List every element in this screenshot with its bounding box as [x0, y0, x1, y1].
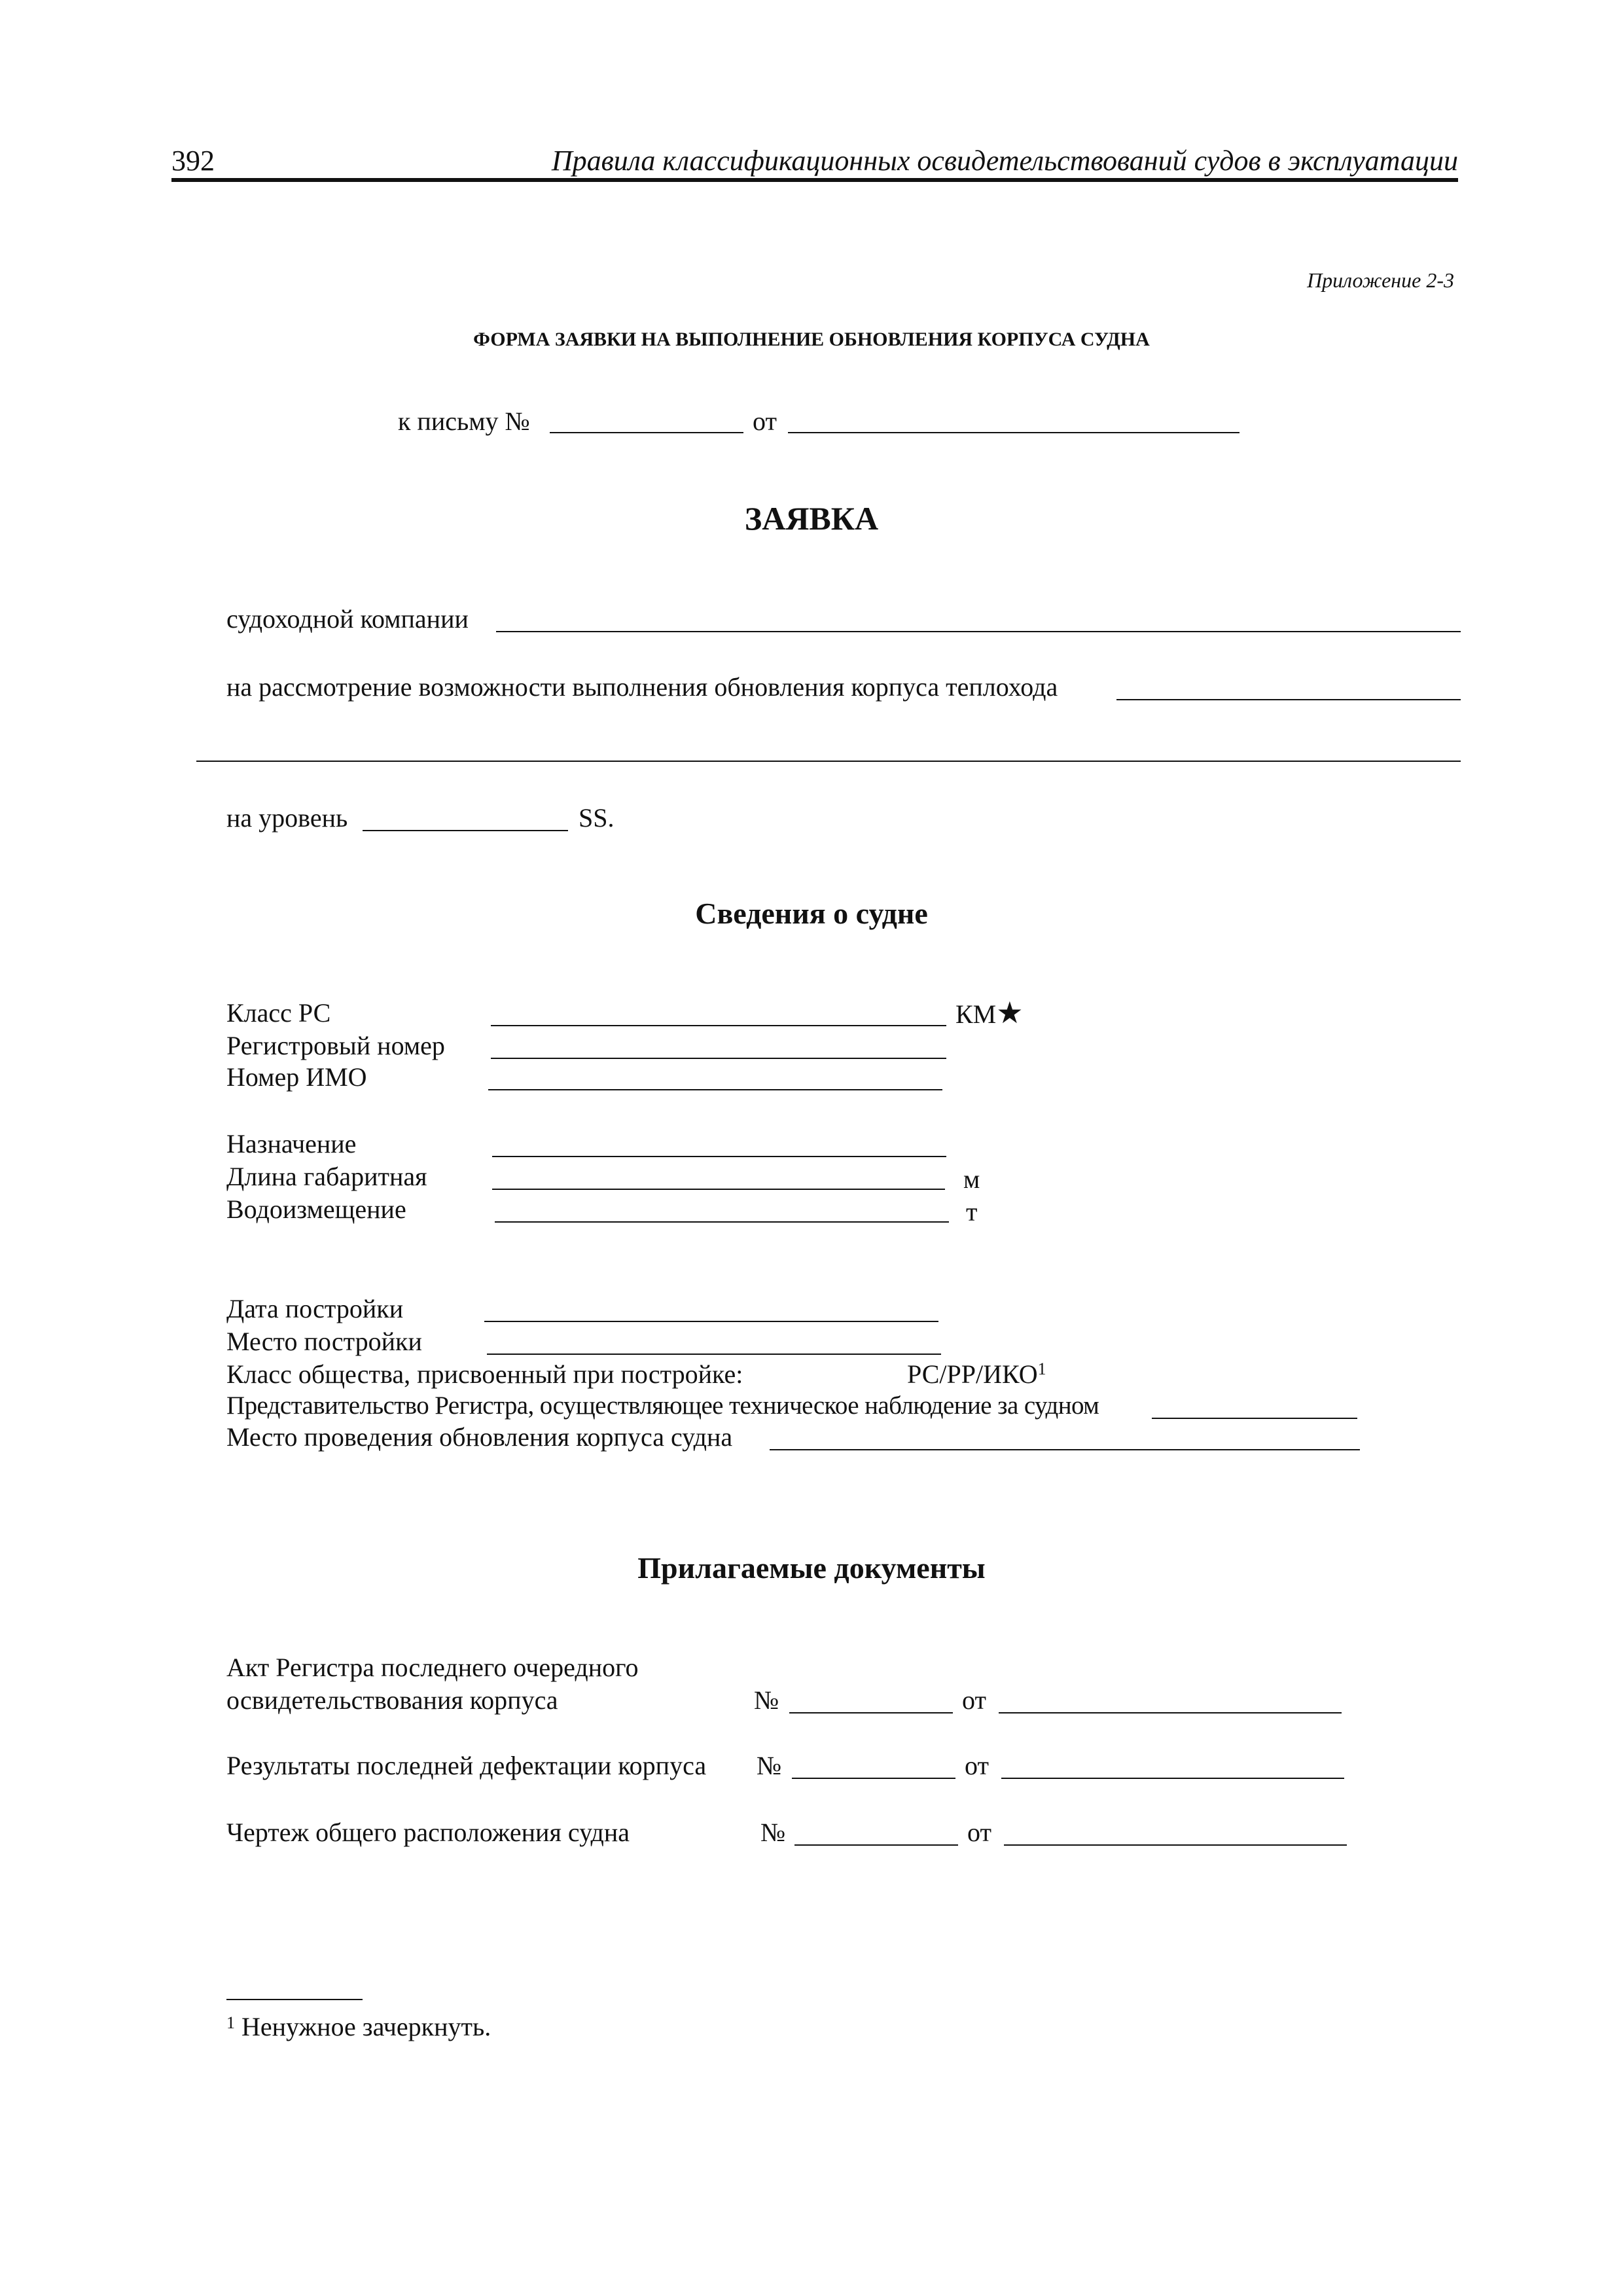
ship-name-field[interactable]: [1116, 699, 1461, 700]
level-suffix: SS.: [579, 803, 615, 833]
form-title: ФОРМА ЗАЯВКИ НА ВЫПОЛНЕНИЕ ОБНОВЛЕНИЯ КОРПУСА СУДНА: [473, 329, 1150, 350]
general-arrangement-from-label: от: [967, 1818, 991, 1847]
society-options: [907, 1359, 1046, 1390]
page-number: 392: [171, 145, 215, 177]
renewal-place-label: Место проведения обновления корпуса судна: [226, 1422, 733, 1452]
survey-act-date-field[interactable]: [999, 1712, 1342, 1713]
survey-act-no-label: №: [754, 1685, 779, 1715]
build-date-field[interactable]: [484, 1321, 938, 1322]
build-place-field[interactable]: [487, 1354, 941, 1355]
footnote-separator: [226, 1999, 363, 2000]
imo-number-label: Номер ИМО: [226, 1062, 367, 1092]
defect-results-from-label: от: [965, 1751, 989, 1780]
defect-results-label: Результаты последней дефектации корпуса: [226, 1751, 707, 1780]
renewal-place-field[interactable]: [770, 1449, 1360, 1450]
footnote-text: Ненужное зачеркнуть.: [241, 2012, 491, 2041]
company-label: судоходной компании: [226, 604, 469, 634]
length-label: Длина габаритная: [226, 1162, 427, 1191]
build-place-label: Место постройки: [226, 1327, 422, 1356]
level-field[interactable]: [363, 830, 568, 831]
header-rule: [171, 178, 1458, 182]
register-branch-field[interactable]: [1152, 1418, 1357, 1419]
defect-results-number-field[interactable]: [792, 1778, 955, 1779]
society-options-text: РС/РР/ИКО: [907, 1359, 1038, 1389]
footnote: [226, 2011, 491, 2043]
displacement-unit: т: [966, 1197, 978, 1227]
class-rs-field[interactable]: [491, 1025, 946, 1026]
to-letter-label: к письму №: [398, 406, 530, 436]
reg-number-field[interactable]: [491, 1058, 946, 1059]
displacement-label: Водоизмещение: [226, 1194, 406, 1224]
attached-documents-heading: Прилагаемые документы: [637, 1551, 986, 1585]
displacement-field[interactable]: [495, 1221, 949, 1223]
survey-act-label-line2: освидетельствования корпуса: [226, 1685, 558, 1715]
length-field[interactable]: [492, 1189, 945, 1190]
star-icon: ★: [996, 996, 1024, 1030]
running-title: Правила классификационных освидетельствований судов в эксплуатации: [551, 145, 1458, 177]
society-class-label: Класс общества, присвоенный при постройке:: [226, 1359, 743, 1389]
purpose-label: Назначение: [226, 1129, 357, 1158]
build-date-label: Дата постройки: [226, 1294, 404, 1323]
application-heading: ЗАЯВКА: [744, 500, 879, 537]
reg-number-label: Регистровый номер: [226, 1031, 445, 1060]
purpose-field[interactable]: [492, 1156, 946, 1157]
general-arrangement-number-field[interactable]: [794, 1844, 958, 1846]
general-arrangement-label: Чертеж общего расположения судна: [226, 1818, 630, 1847]
survey-act-number-field[interactable]: [789, 1712, 953, 1713]
register-branch-label: Представительство Регистра, осуществляющее техническое наблюдение за судном: [226, 1391, 1099, 1420]
class-rs-label: Класс РС: [226, 998, 331, 1028]
appendix-label: Приложение 2-3: [1307, 268, 1454, 292]
ship-name-continuation-field[interactable]: [196, 761, 1461, 762]
letter-from-label: от: [753, 406, 777, 436]
footnote-ref: 1: [1037, 1359, 1046, 1378]
company-field[interactable]: [496, 631, 1461, 632]
general-arrangement-date-field[interactable]: [1004, 1844, 1347, 1846]
survey-act-from-label: от: [962, 1685, 986, 1715]
defect-results-date-field[interactable]: [1001, 1778, 1344, 1779]
survey-act-label-line1: Акт Регистра последнего очередного: [226, 1653, 639, 1682]
defect-results-no-label: №: [757, 1751, 782, 1780]
general-arrangement-no-label: №: [760, 1818, 786, 1847]
level-label: на уровень: [226, 803, 348, 833]
letter-number-field[interactable]: [550, 432, 743, 433]
class-km-suffix: [955, 997, 1024, 1030]
letter-date-field[interactable]: [788, 432, 1240, 433]
class-km-text: КМ: [955, 999, 997, 1029]
ship-info-heading: Сведения о судне: [695, 897, 928, 930]
consideration-label: на рассмотрение возможности выполнения обновления корпуса теплохода: [226, 672, 1058, 702]
length-unit: м: [963, 1164, 980, 1194]
imo-number-field[interactable]: [488, 1089, 942, 1090]
footnote-marker: 1: [226, 2013, 235, 2032]
